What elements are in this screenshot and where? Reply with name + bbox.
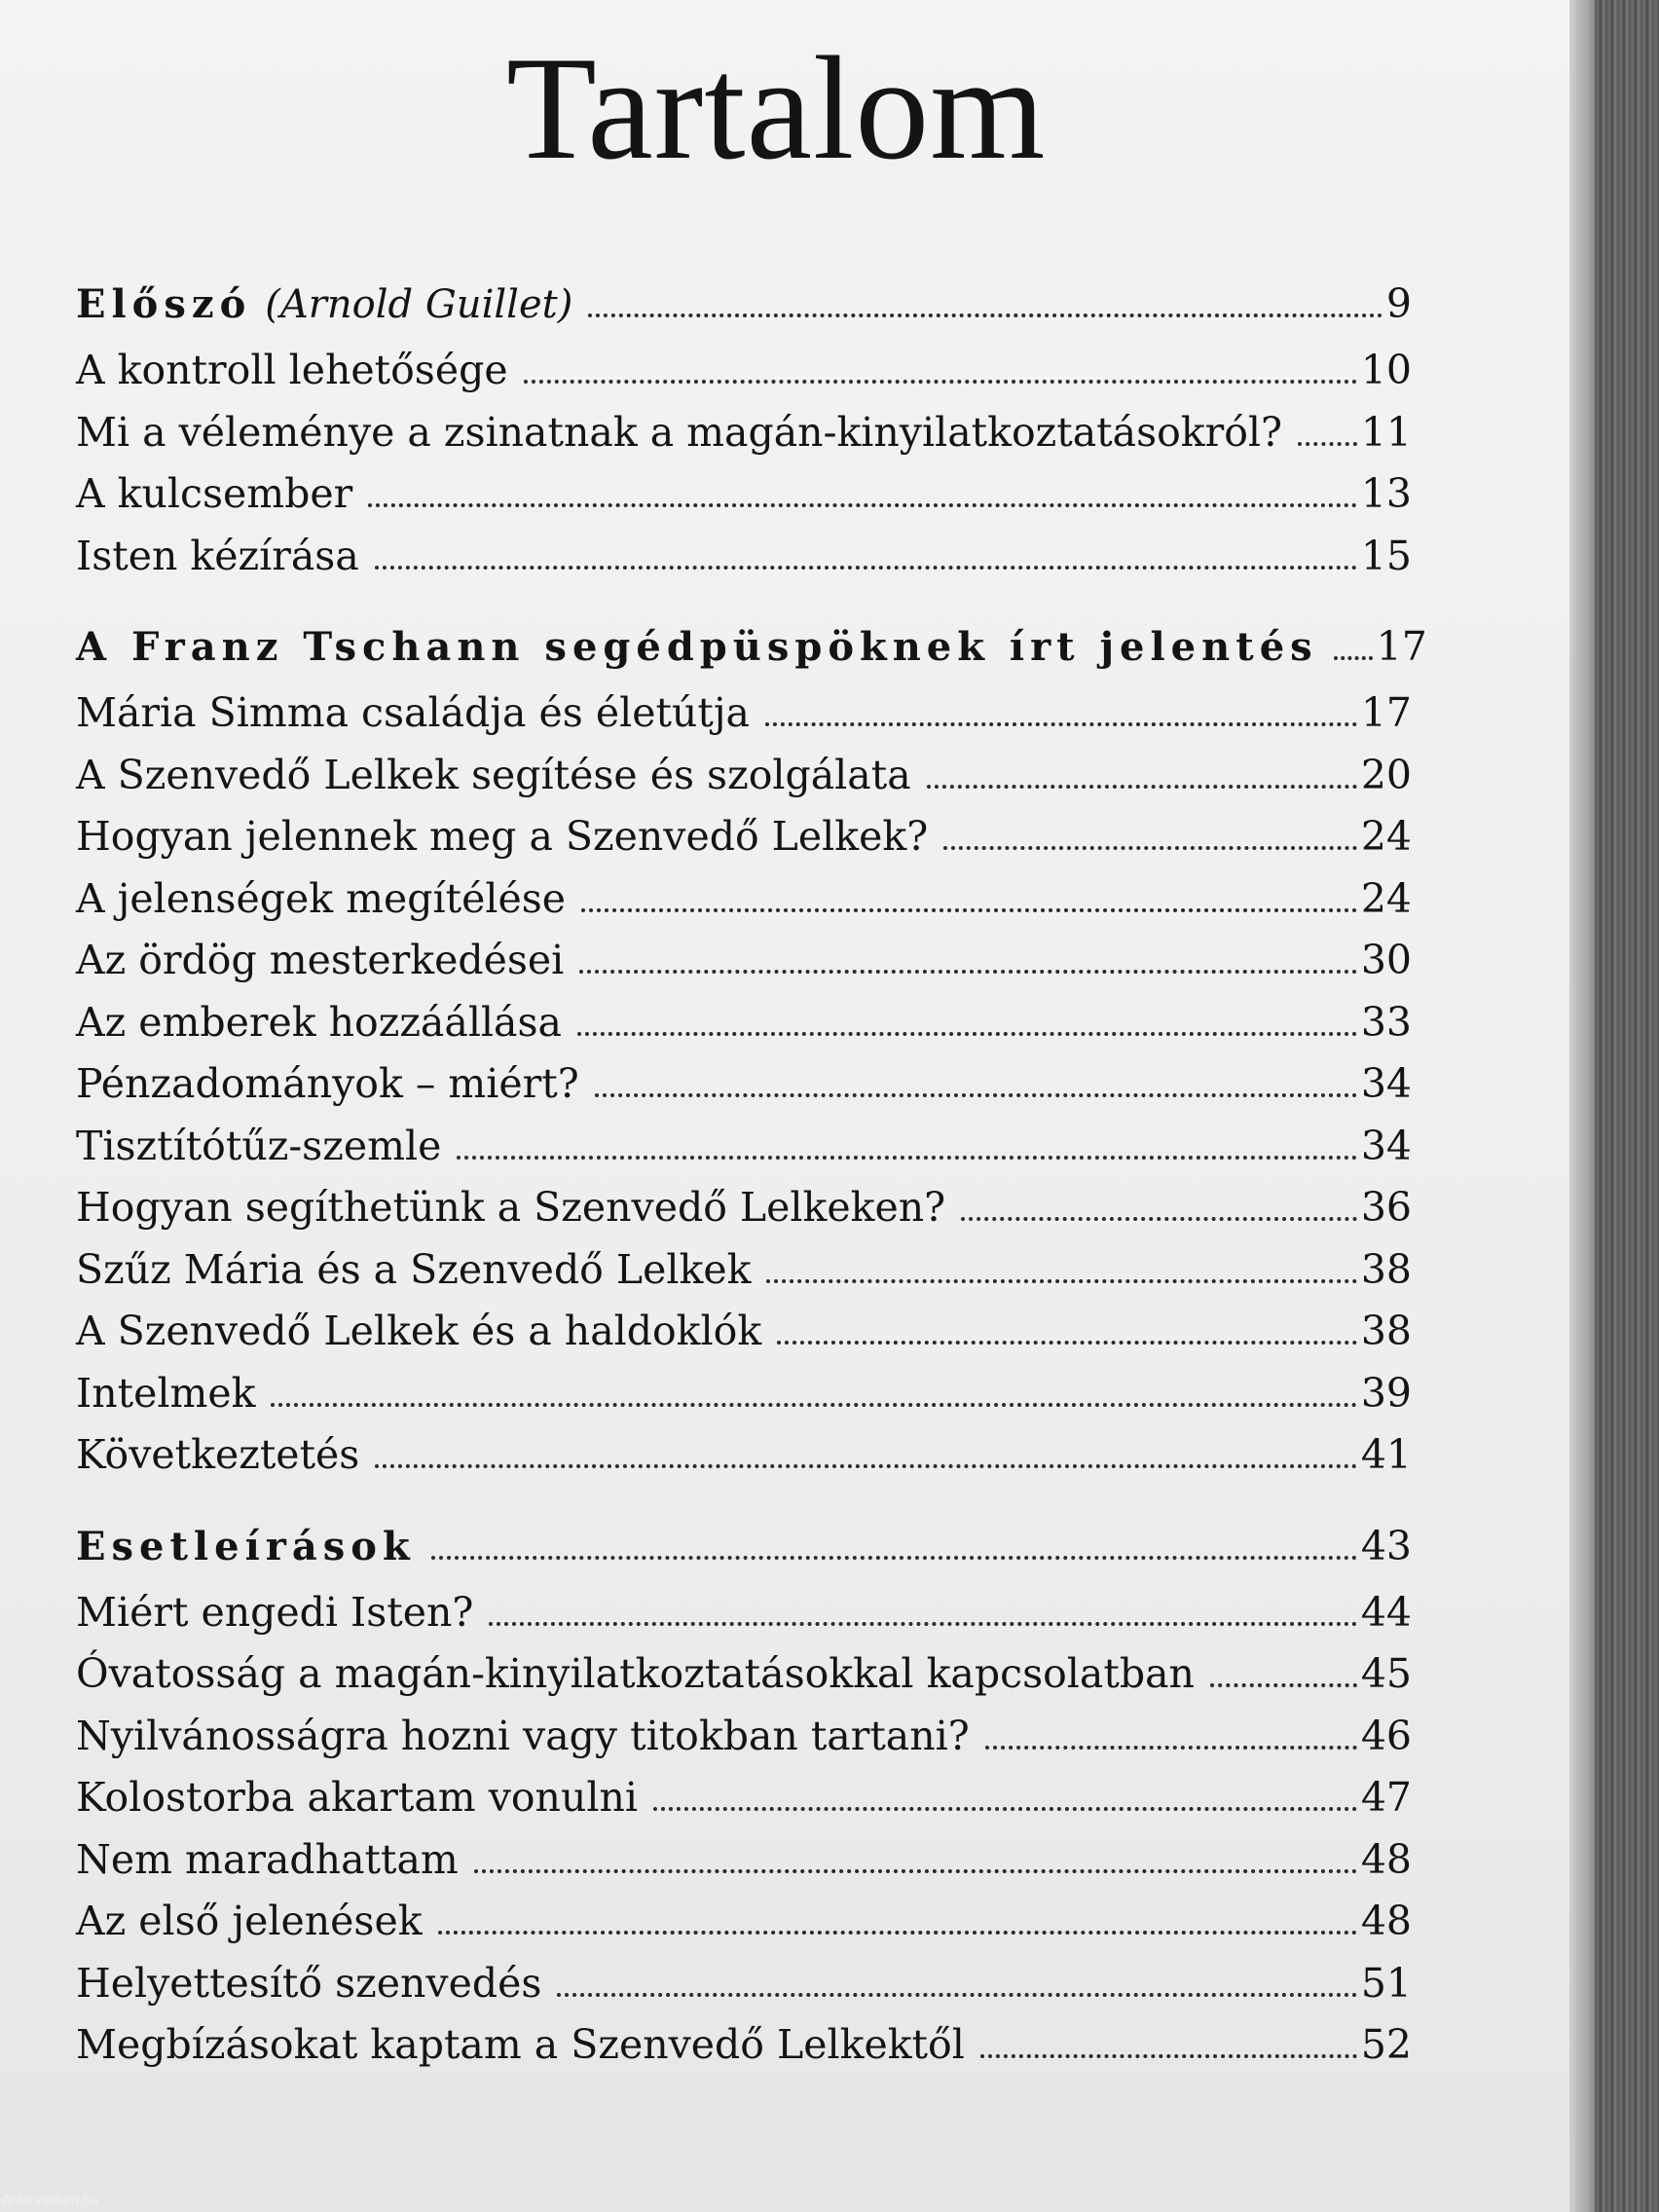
toc-entry (76, 409, 1412, 471)
toc-heading-label (76, 624, 1334, 670)
toc-entry-label: Az első jelenések (76, 1898, 423, 1944)
toc-page-number: 43 (1360, 1522, 1412, 1569)
toc-entry (76, 1836, 1412, 1899)
dot-leader (577, 1032, 1357, 1036)
toc-page-number: 15 (1360, 532, 1412, 579)
toc-entry-label: Szűz Mária és a Szenvedő Lelkek (76, 1245, 752, 1293)
dot-leader (1298, 442, 1357, 446)
dot-leader (431, 1556, 1357, 1560)
toc-entry-label: Óvatosság a magán-kinyilatkoztatásokkal kapcsolatban (76, 1650, 1195, 1697)
toc-page-number: 48 (1360, 1835, 1412, 1883)
dot-leader (579, 970, 1357, 974)
toc-page-number: 34 (1360, 1122, 1412, 1169)
toc-heading-author: (Arnold Guillet) (265, 282, 573, 327)
dot-leader (1334, 656, 1373, 660)
toc-heading-label (76, 281, 588, 327)
toc-entry-label: Mi a véleménye a zsinatnak a magán-kinyilatkoztatásokról? (76, 408, 1283, 456)
toc-page-number: 36 (1360, 1184, 1412, 1231)
dot-leader (581, 908, 1357, 912)
toc-entry-label: Hogyan jelennek meg a Szenvedő Lelkek? (76, 813, 929, 860)
toc-page-number: 45 (1360, 1650, 1412, 1697)
book-spine (1595, 0, 1659, 2212)
toc-page-number: 30 (1360, 937, 1412, 983)
toc-page-number: 46 (1360, 1712, 1412, 1759)
toc-entry (76, 1713, 1412, 1775)
toc-entry (76, 1060, 1412, 1123)
toc-entry (76, 470, 1412, 533)
toc-entry (76, 1650, 1412, 1713)
toc-entry (76, 937, 1412, 999)
dot-leader (474, 1869, 1357, 1873)
toc-page-number: 38 (1360, 1308, 1412, 1354)
toc-entry-label: Megbízásokat kaptam a Szenvedő Lelkektől (76, 2021, 965, 2068)
toc-entry (76, 752, 1412, 814)
dot-leader (438, 1931, 1357, 1935)
dot-leader (765, 722, 1357, 726)
toc-page-number: 33 (1360, 998, 1412, 1046)
dot-leader (980, 2054, 1357, 2058)
toc-entry (76, 689, 1412, 752)
toc-heading (76, 280, 1412, 347)
toc-entry-label: Következtetés (76, 1431, 360, 1478)
toc-page-number: 44 (1360, 1588, 1412, 1636)
table-of-contents (76, 280, 1427, 2083)
dot-leader (271, 1403, 1356, 1407)
dot-leader (653, 1807, 1357, 1811)
toc-entry (76, 1774, 1412, 1836)
toc-entry (76, 1308, 1412, 1370)
toc-entry (76, 813, 1412, 875)
toc-page-number: 11 (1360, 408, 1412, 456)
toc-entry-label: Tisztítótűz-szemle (76, 1122, 442, 1169)
toc-entry (76, 1246, 1412, 1309)
toc-page-number: 38 (1360, 1245, 1412, 1293)
toc-entry-label: A Szenvedő Lelkek és a haldoklók (76, 1308, 762, 1354)
toc-entry (76, 2021, 1412, 2083)
toc-entry-label: Pénzadományok – miért? (76, 1060, 579, 1107)
toc-entry (76, 1370, 1412, 1432)
toc-entry-label: Az ördög mesterkedései (76, 937, 565, 983)
toc-page-number: 17 (1360, 689, 1412, 736)
toc-entry (76, 1589, 1412, 1651)
page-title: Tartalom (506, 26, 1047, 190)
toc-entry-label: Nem maradhattam (76, 1835, 459, 1883)
toc-entry-label: Miért engedi Isten? (76, 1588, 474, 1636)
watermark: Antikvárium.hu (2, 2194, 99, 2208)
toc-page-number: 39 (1360, 1369, 1412, 1417)
toc-heading (76, 1523, 1412, 1589)
toc-entry-label: Nyilvánosságra hozni vagy titokban tartani? (76, 1712, 970, 1759)
toc-entry (76, 999, 1412, 1061)
dot-leader (777, 1341, 1357, 1345)
toc-entry-label: Isten kézírása (76, 532, 359, 579)
toc-entry-label: Az emberek hozzáállása (76, 998, 562, 1046)
toc-heading-text: A Franz Tschann segédpüspöknek írt jelentés (76, 624, 1318, 670)
toc-page-number: 52 (1360, 2021, 1412, 2068)
dot-leader (943, 846, 1357, 850)
toc-page-number: 9 (1385, 280, 1412, 327)
toc-page-number: 10 (1360, 347, 1412, 393)
toc-section (76, 280, 1412, 594)
toc-entry-label: Kolostorba akartam vonulni (76, 1774, 638, 1821)
toc-page-number: 48 (1360, 1898, 1412, 1944)
toc-entry (76, 875, 1412, 938)
toc-entry-label: A kulcsember (76, 470, 353, 517)
toc-page-number: 41 (1360, 1431, 1412, 1478)
toc-entry-label: Helyettesítő szenvedés (76, 1959, 542, 2007)
toc-heading-text: Esetleírások (76, 1523, 416, 1569)
dot-leader (985, 1746, 1357, 1750)
toc-entry-label: A jelenségek megítélése (76, 874, 567, 922)
toc-heading (76, 623, 1427, 689)
toc-entry-label: A kontroll lehetősége (76, 347, 508, 393)
dot-leader (595, 1093, 1357, 1097)
toc-page-number: 34 (1360, 1060, 1412, 1107)
toc-entry-label: A Szenvedő Lelkek segítése és szolgálata (76, 751, 911, 798)
toc-entry-label: Mária Simma családja és életútja (76, 689, 750, 736)
toc-page-number: 20 (1360, 751, 1412, 798)
toc-entry (76, 1431, 1412, 1493)
dot-leader (375, 566, 1357, 570)
dot-leader (1210, 1683, 1357, 1687)
dot-leader (368, 503, 1357, 507)
toc-page-number: 47 (1360, 1774, 1412, 1821)
toc-entry-label: Intelmek (76, 1369, 256, 1417)
toc-entry (76, 533, 1412, 595)
dot-leader (588, 313, 1382, 317)
toc-heading-label (76, 1524, 431, 1569)
toc-entry (76, 1898, 1412, 1960)
dot-leader (524, 380, 1357, 384)
dot-leader (927, 785, 1357, 789)
dot-leader (489, 1622, 1356, 1626)
toc-entry (76, 1960, 1412, 2022)
dot-leader (557, 1993, 1356, 1997)
dot-leader (375, 1464, 1356, 1468)
toc-entry (76, 1123, 1412, 1185)
toc-heading-text: Előszó (76, 281, 252, 327)
toc-entry-label: Hogyan segíthetünk a Szenvedő Lelkeken? (76, 1184, 946, 1231)
toc-page-number: 24 (1360, 874, 1412, 922)
toc-page-number: 13 (1360, 470, 1412, 517)
toc-page-number: 51 (1360, 1959, 1412, 2007)
toc-page-number: 17 (1376, 623, 1427, 670)
toc-entry (76, 347, 1412, 409)
toc-page-number: 24 (1360, 813, 1412, 860)
toc-section (76, 623, 1427, 1493)
toc-entry (76, 1184, 1412, 1246)
toc-section (76, 1523, 1412, 2083)
dot-leader (766, 1279, 1356, 1283)
dot-leader (457, 1156, 1356, 1160)
dot-leader (961, 1217, 1357, 1221)
